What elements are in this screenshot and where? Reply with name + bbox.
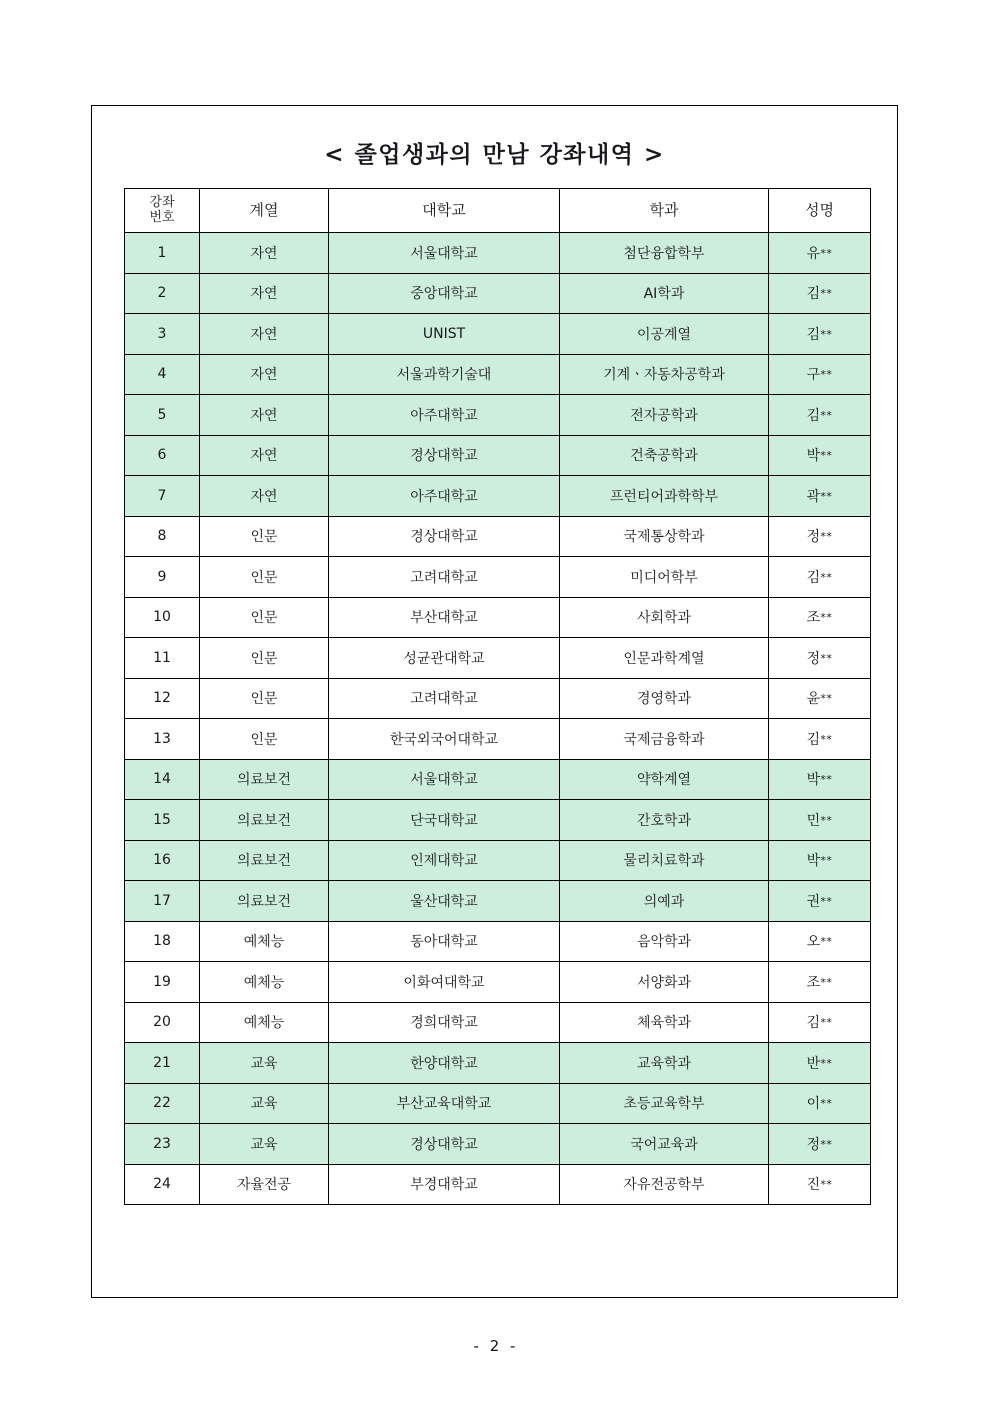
cell-name-surname: 김 bbox=[806, 569, 821, 586]
cell-course-no: 8 bbox=[125, 516, 200, 557]
cell-name-surname: 정 bbox=[806, 1136, 821, 1153]
cell-department: 의예과 bbox=[560, 881, 769, 922]
cell-course-no: 24 bbox=[125, 1164, 200, 1205]
cell-department: AI학과 bbox=[560, 273, 769, 314]
cell-name bbox=[769, 962, 871, 1003]
cell-field: 인문 bbox=[200, 516, 329, 557]
cell-department: 국제금융학과 bbox=[560, 719, 769, 760]
cell-name-surname: 정 bbox=[806, 650, 821, 667]
cell-name bbox=[769, 881, 871, 922]
cell-field: 교육 bbox=[200, 1083, 329, 1124]
cell-name bbox=[769, 476, 871, 517]
cell-field: 예체능 bbox=[200, 921, 329, 962]
cell-name-mask: ** bbox=[820, 1016, 833, 1030]
cell-name bbox=[769, 354, 871, 395]
cell-name bbox=[769, 678, 871, 719]
cell-name-surname: 김 bbox=[806, 326, 821, 343]
cell-name-surname: 조 bbox=[806, 974, 821, 991]
cell-name-mask: ** bbox=[820, 894, 833, 908]
cell-name-mask: ** bbox=[820, 1137, 833, 1151]
cell-name-surname: 박 bbox=[806, 772, 821, 789]
cell-course-no: 5 bbox=[125, 395, 200, 436]
cell-department: 체육학과 bbox=[560, 1002, 769, 1043]
table-row bbox=[125, 395, 871, 436]
table-row bbox=[125, 840, 871, 881]
cell-field: 자연 bbox=[200, 314, 329, 355]
cell-field: 인문 bbox=[200, 557, 329, 598]
cell-name-surname: 권 bbox=[806, 893, 821, 910]
table-row bbox=[125, 759, 871, 800]
cell-department: 건축공학과 bbox=[560, 435, 769, 476]
cell-name-surname: 김 bbox=[806, 731, 821, 748]
cell-name-mask: ** bbox=[820, 773, 833, 787]
cell-course-no: 20 bbox=[125, 1002, 200, 1043]
cell-course-no: 17 bbox=[125, 881, 200, 922]
cell-university: 성균관대학교 bbox=[329, 638, 560, 679]
table-row bbox=[125, 719, 871, 760]
table-row bbox=[125, 1124, 871, 1165]
cell-field: 교육 bbox=[200, 1124, 329, 1165]
cell-university: 중앙대학교 bbox=[329, 273, 560, 314]
cell-name-surname: 정 bbox=[806, 529, 821, 546]
cell-name-surname: 박 bbox=[806, 853, 821, 870]
table-row bbox=[125, 516, 871, 557]
table-row bbox=[125, 881, 871, 922]
table-row bbox=[125, 476, 871, 517]
cell-field: 자연 bbox=[200, 354, 329, 395]
cell-field: 자연 bbox=[200, 476, 329, 517]
cell-university: 경상대학교 bbox=[329, 1124, 560, 1165]
cell-field: 자연 bbox=[200, 273, 329, 314]
cell-name-surname: 김 bbox=[806, 407, 821, 424]
cell-field: 의료보건 bbox=[200, 840, 329, 881]
column-header-course-no-line1: 강좌 bbox=[149, 194, 175, 210]
cell-name-mask: ** bbox=[820, 408, 833, 422]
table-row bbox=[125, 273, 871, 314]
cell-course-no: 16 bbox=[125, 840, 200, 881]
cell-name-mask: ** bbox=[820, 813, 833, 827]
cell-name bbox=[769, 840, 871, 881]
cell-name-mask: ** bbox=[820, 368, 833, 382]
table-row bbox=[125, 638, 871, 679]
cell-department: 국어교육과 bbox=[560, 1124, 769, 1165]
cell-university: 고려대학교 bbox=[329, 678, 560, 719]
cell-name bbox=[769, 395, 871, 436]
cell-name-surname: 진 bbox=[806, 1177, 821, 1194]
cell-university: 한국외국어대학교 bbox=[329, 719, 560, 760]
cell-name-surname: 김 bbox=[806, 1015, 821, 1032]
cell-name-mask: ** bbox=[820, 530, 833, 544]
cell-university: 부산대학교 bbox=[329, 597, 560, 638]
cell-department: 국제통상학과 bbox=[560, 516, 769, 557]
cell-field: 자연 bbox=[200, 395, 329, 436]
cell-name-surname: 유 bbox=[806, 245, 821, 262]
cell-name bbox=[769, 273, 871, 314]
cell-name-mask: ** bbox=[820, 570, 833, 584]
cell-course-no: 4 bbox=[125, 354, 200, 395]
cell-field: 의료보건 bbox=[200, 800, 329, 841]
cell-university: 울산대학교 bbox=[329, 881, 560, 922]
cell-name-mask: ** bbox=[820, 1178, 833, 1192]
cell-name-mask: ** bbox=[820, 975, 833, 989]
page-title: < 졸업생과의 만남 강좌내역 > bbox=[324, 141, 665, 168]
cell-course-no: 18 bbox=[125, 921, 200, 962]
cell-university: 인제대학교 bbox=[329, 840, 560, 881]
cell-name bbox=[769, 435, 871, 476]
cell-name-mask: ** bbox=[820, 732, 833, 746]
cell-field: 인문 bbox=[200, 597, 329, 638]
cell-name-surname: 이 bbox=[806, 1096, 821, 1113]
cell-course-no: 7 bbox=[125, 476, 200, 517]
cell-field: 의료보건 bbox=[200, 759, 329, 800]
cell-name-surname: 조 bbox=[806, 610, 821, 627]
cell-name bbox=[769, 1124, 871, 1165]
cell-name-mask: ** bbox=[820, 935, 833, 949]
cell-course-no: 15 bbox=[125, 800, 200, 841]
cell-department: 약학계열 bbox=[560, 759, 769, 800]
table-row bbox=[125, 314, 871, 355]
cell-course-no: 9 bbox=[125, 557, 200, 598]
table-row bbox=[125, 233, 871, 274]
cell-department: 전자공학과 bbox=[560, 395, 769, 436]
table-row bbox=[125, 1083, 871, 1124]
cell-name bbox=[769, 1083, 871, 1124]
cell-name bbox=[769, 1164, 871, 1205]
cell-name bbox=[769, 759, 871, 800]
cell-department: 사회학과 bbox=[560, 597, 769, 638]
page-number-footer: - 2 - bbox=[473, 1337, 519, 1355]
table-body bbox=[125, 233, 871, 1205]
cell-department: 음악학과 bbox=[560, 921, 769, 962]
cell-department: 인문과학계열 bbox=[560, 638, 769, 679]
cell-course-no: 12 bbox=[125, 678, 200, 719]
table-row bbox=[125, 1043, 871, 1084]
table-row bbox=[125, 678, 871, 719]
table-row bbox=[125, 557, 871, 598]
cell-department: 자유전공학부 bbox=[560, 1164, 769, 1205]
cell-name bbox=[769, 719, 871, 760]
cell-name-surname: 구 bbox=[806, 367, 821, 384]
cell-field: 자연 bbox=[200, 233, 329, 274]
cell-field: 의료보건 bbox=[200, 881, 329, 922]
cell-field: 인문 bbox=[200, 719, 329, 760]
table-row bbox=[125, 1164, 871, 1205]
cell-university: 서울대학교 bbox=[329, 233, 560, 274]
cell-university: 한양대학교 bbox=[329, 1043, 560, 1084]
cell-university: 아주대학교 bbox=[329, 395, 560, 436]
cell-name-mask: ** bbox=[820, 692, 833, 706]
column-header-university: 대학교 bbox=[329, 189, 560, 233]
table-row bbox=[125, 962, 871, 1003]
table-row bbox=[125, 1002, 871, 1043]
cell-course-no: 3 bbox=[125, 314, 200, 355]
cell-name-mask: ** bbox=[820, 1056, 833, 1070]
cell-university: 이화여대학교 bbox=[329, 962, 560, 1003]
cell-name bbox=[769, 800, 871, 841]
cell-field: 예체능 bbox=[200, 1002, 329, 1043]
cell-university: 아주대학교 bbox=[329, 476, 560, 517]
cell-field: 인문 bbox=[200, 638, 329, 679]
cell-university: 단국대학교 bbox=[329, 800, 560, 841]
cell-name-surname: 윤 bbox=[806, 691, 821, 708]
course-table-container bbox=[124, 188, 870, 1205]
cell-course-no: 21 bbox=[125, 1043, 200, 1084]
cell-course-no: 2 bbox=[125, 273, 200, 314]
cell-name bbox=[769, 1002, 871, 1043]
cell-name-mask: ** bbox=[820, 489, 833, 503]
cell-department: 이공계열 bbox=[560, 314, 769, 355]
cell-field: 자연 bbox=[200, 435, 329, 476]
table-header bbox=[125, 189, 871, 233]
table-row bbox=[125, 597, 871, 638]
cell-field: 자율전공 bbox=[200, 1164, 329, 1205]
cell-name-surname: 곽 bbox=[806, 488, 821, 505]
cell-department: 프런티어과학학부 bbox=[560, 476, 769, 517]
table-row bbox=[125, 435, 871, 476]
cell-name-mask: ** bbox=[820, 611, 833, 625]
column-header-department: 학과 bbox=[560, 189, 769, 233]
cell-name-surname: 오 bbox=[806, 934, 821, 951]
cell-course-no: 22 bbox=[125, 1083, 200, 1124]
cell-course-no: 1 bbox=[125, 233, 200, 274]
cell-field: 교육 bbox=[200, 1043, 329, 1084]
cell-university: 부산교육대학교 bbox=[329, 1083, 560, 1124]
cell-name bbox=[769, 1043, 871, 1084]
cell-name-mask: ** bbox=[820, 246, 833, 260]
course-table bbox=[124, 188, 871, 1205]
cell-department: 간호학과 bbox=[560, 800, 769, 841]
cell-name bbox=[769, 557, 871, 598]
cell-field: 인문 bbox=[200, 678, 329, 719]
cell-name-surname: 김 bbox=[806, 286, 821, 303]
cell-department: 교육학과 bbox=[560, 1043, 769, 1084]
cell-name bbox=[769, 638, 871, 679]
cell-department: 첨단융합학부 bbox=[560, 233, 769, 274]
cell-name-mask: ** bbox=[820, 449, 833, 463]
table-header-row bbox=[125, 189, 871, 233]
cell-university: 고려대학교 bbox=[329, 557, 560, 598]
column-header-course-no-line2: 번호 bbox=[149, 209, 175, 225]
cell-university: 서울대학교 bbox=[329, 759, 560, 800]
column-header-field: 계열 bbox=[200, 189, 329, 233]
cell-university: 경희대학교 bbox=[329, 1002, 560, 1043]
cell-university: 동아대학교 bbox=[329, 921, 560, 962]
cell-course-no: 14 bbox=[125, 759, 200, 800]
cell-name bbox=[769, 516, 871, 557]
table-row bbox=[125, 354, 871, 395]
cell-name bbox=[769, 233, 871, 274]
cell-course-no: 19 bbox=[125, 962, 200, 1003]
cell-course-no: 11 bbox=[125, 638, 200, 679]
cell-name-surname: 민 bbox=[806, 812, 821, 829]
cell-name-mask: ** bbox=[820, 287, 833, 301]
cell-course-no: 13 bbox=[125, 719, 200, 760]
cell-name-mask: ** bbox=[820, 327, 833, 341]
column-header-name: 성명 bbox=[769, 189, 871, 233]
column-header-course-no bbox=[125, 189, 200, 233]
cell-name-mask: ** bbox=[820, 854, 833, 868]
cell-department: 기계ㆍ자동차공학과 bbox=[560, 354, 769, 395]
cell-name bbox=[769, 921, 871, 962]
cell-department: 서양화과 bbox=[560, 962, 769, 1003]
cell-name-surname: 반 bbox=[806, 1055, 821, 1072]
cell-name-mask: ** bbox=[820, 1097, 833, 1111]
cell-department: 미디어학부 bbox=[560, 557, 769, 598]
table-row bbox=[125, 800, 871, 841]
cell-university: 부경대학교 bbox=[329, 1164, 560, 1205]
cell-name-surname: 박 bbox=[806, 448, 821, 465]
cell-department: 경영학과 bbox=[560, 678, 769, 719]
cell-university: UNIST bbox=[329, 314, 560, 355]
cell-field: 예체능 bbox=[200, 962, 329, 1003]
cell-university: 경상대학교 bbox=[329, 435, 560, 476]
cell-name-mask: ** bbox=[820, 651, 833, 665]
table-row bbox=[125, 921, 871, 962]
cell-course-no: 6 bbox=[125, 435, 200, 476]
cell-name bbox=[769, 314, 871, 355]
cell-university: 경상대학교 bbox=[329, 516, 560, 557]
document-page bbox=[91, 105, 898, 1298]
cell-course-no: 10 bbox=[125, 597, 200, 638]
cell-department: 초등교육학부 bbox=[560, 1083, 769, 1124]
cell-university: 서울과학기술대 bbox=[329, 354, 560, 395]
cell-name bbox=[769, 597, 871, 638]
cell-course-no: 23 bbox=[125, 1124, 200, 1165]
cell-department: 물리치료학과 bbox=[560, 840, 769, 881]
